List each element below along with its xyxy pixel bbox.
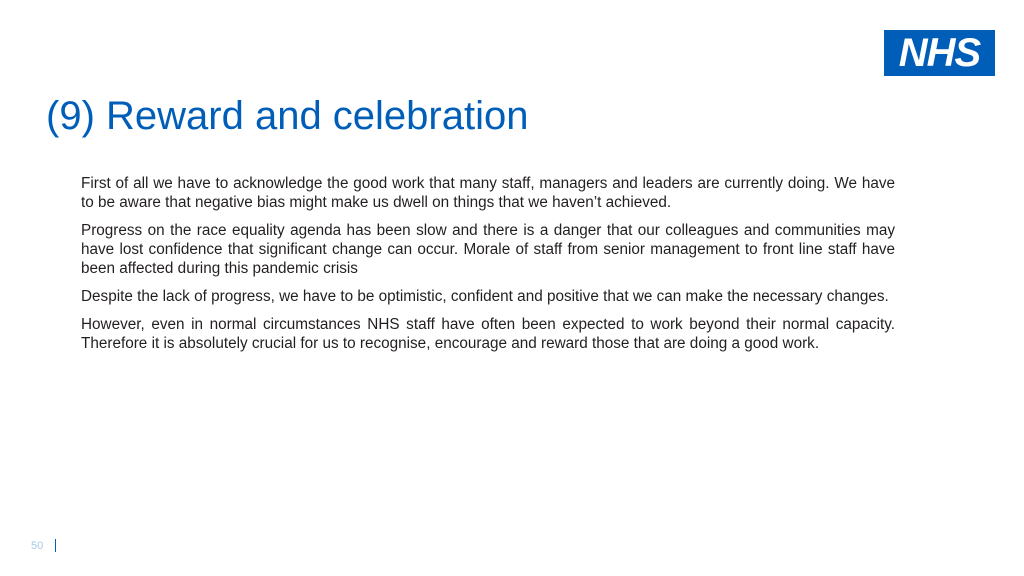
paragraph-optimism: Despite the lack of progress, we have to be optimistic, confident and positive that we can make the necessary changes. bbox=[81, 288, 889, 305]
nhs-logo-text: NHS bbox=[898, 31, 981, 75]
paragraph-acknowledge: First of all we have to acknowledge the good work that many staff, managers and leaders are currently doing. We have to be aware that negative bias might make us dwell on things that we haven’t achieved. bbox=[81, 175, 895, 211]
footer bbox=[31, 539, 56, 552]
slide-title: (9) Reward and celebration bbox=[46, 94, 529, 138]
paragraph-reward: However, even in normal circumstances NHS staff have often been expected to work beyond their normal capacity. Therefore it is absolutely crucial for us to recognise, encourage and reward those that are doing a good work. bbox=[81, 316, 895, 352]
nhs-logo bbox=[884, 30, 995, 76]
page-number: 50 bbox=[31, 539, 44, 552]
footer-divider bbox=[55, 539, 56, 552]
paragraph-progress: Progress on the race equality agenda has been slow and there is a danger that our colleagues and communities may have lost confidence that significant change can occur. Morale of staff from senior management to front line staff have been affected during this pandemic crisis bbox=[81, 222, 895, 277]
body-text bbox=[81, 174, 895, 362]
